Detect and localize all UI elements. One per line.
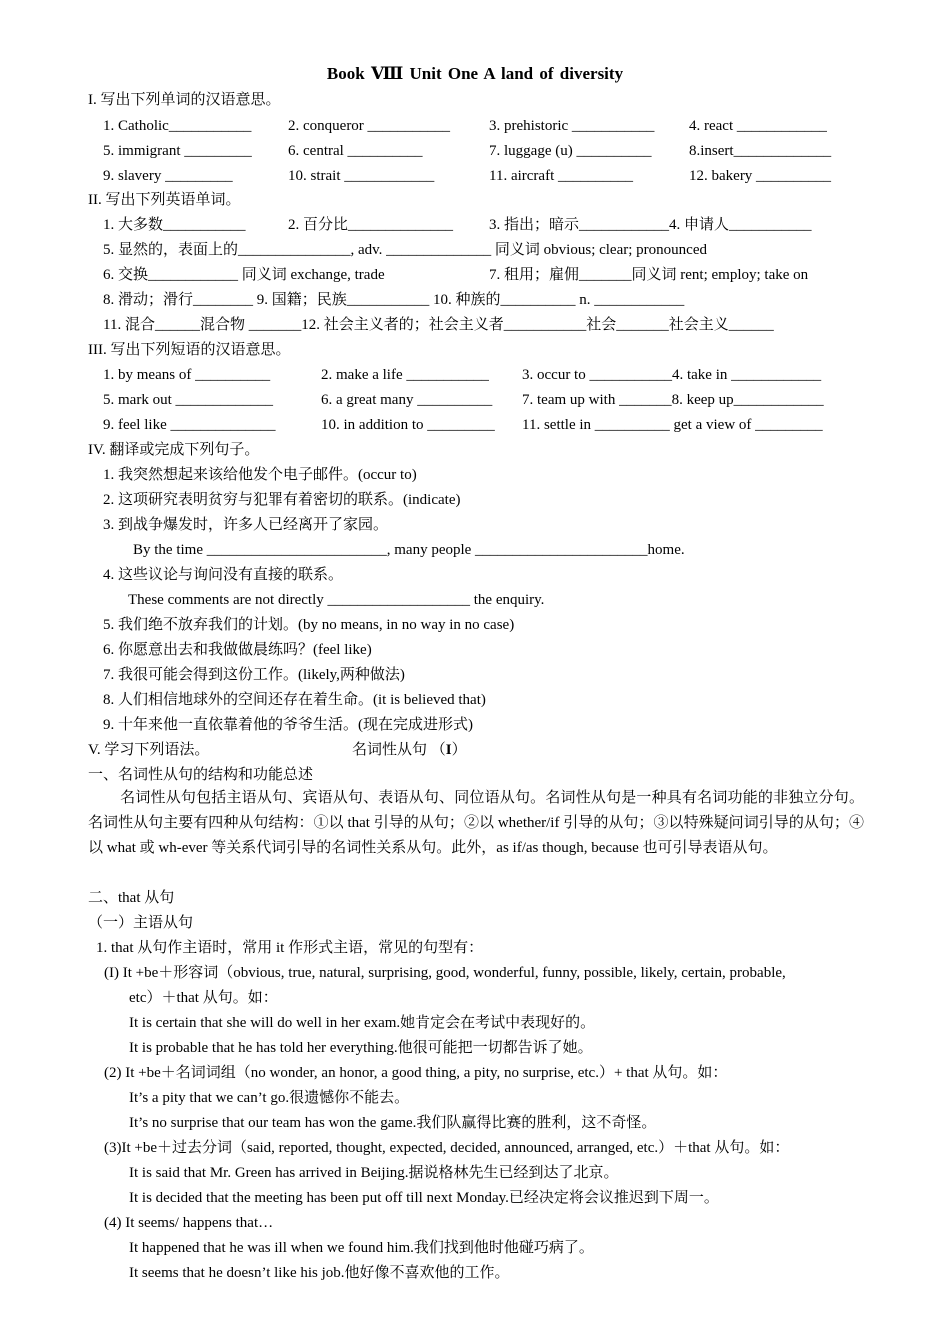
s2-item: 6. 交换____________ 同义词 exchange, trade [103,267,385,283]
s1-item: 2. conqueror ___________ [288,118,451,134]
grammar-pattern: (2) It +be＋名词词组（no wonder, an honor, a good thing, a pity, no surprise, etc.）+ that 从句。如： [104,1065,728,1081]
s1-item: 1. Catholic___________ [103,118,252,134]
s1-item: 12. bakery __________ [689,168,832,184]
s3-item: 5. mark out _____________ [103,392,273,408]
s2-item: 11. 混合______混合物 _______12. 社会主义者的；社会主义者___________社会_______社会主义______ [103,317,774,333]
grammar-overview-paragraph [88,786,864,861]
s4-item: 9. 十年来他一直依靠着他的爷爷生活。(现在完成进形式) [103,717,473,733]
s2-item: 7. 租用；雇佣_______同义词 rent; employ; take on [489,267,809,283]
section-4-heading: IV. 翻译或完成下列句子。 [88,442,260,458]
s2-item: 3. 指出；暗示____________4. 申请人___________ [489,217,812,233]
section-2-heading: II. 写出下列英语单词。 [88,192,241,208]
grammar-topic-text: 名词性从句 （ [352,742,446,758]
s4-item: By the time ________________________, many people _______________________home. [133,542,685,558]
section-1-heading: I. 写出下列单词的汉语意思。 [88,92,281,108]
s2-item: 2. 百分比______________ [288,217,454,233]
s3-item: 2. make a life ___________ [321,367,489,383]
grammar-example: It’s a pity that we can’t go.很遗憾你不能去。 [129,1090,410,1106]
s3-item: 1. by means of __________ [103,367,271,383]
grammar-pattern: etc）＋that 从句。如： [129,990,278,1006]
s3-item: 10. in addition to _________ [321,417,495,433]
grammar-point: 1. that 从句作主语时，常用 it 作形式主语，常见的句型有： [96,940,484,956]
s4-item: 7. 我很可能会得到这份工作。(likely,两种做法) [103,667,405,683]
grammar-topic-title [352,740,467,760]
grammar-example: It seems that he doesn’t like his job.他好像不喜欢他的工作。 [129,1265,510,1281]
s1-item: 5. immigrant _________ [103,143,252,159]
grammar-heading-3: （一）主语从句 [88,915,194,931]
s3-item: 11. settle in __________ get a view of _________ [522,417,823,433]
s1-item: 7. luggage (u) __________ [489,143,652,159]
s1-item: 9. slavery _________ [103,168,233,184]
s1-item: 6. central __________ [288,143,423,159]
s4-item: These comments are not directly ___________________ the enquiry. [128,592,545,608]
s4-item: 5. 我们绝不放弃我们的计划。(by no means, in no way in no case) [103,617,515,633]
s3-item: 6. a great many __________ [321,392,493,408]
grammar-example: It’s no surprise that our team has won the game.我们队赢得比赛的胜利，这不奇怪。 [129,1115,657,1131]
s4-item: 4. 这些议论与询问没有直接的联系。 [103,567,344,583]
grammar-pattern: (I) It +be＋形容词（obvious, true, natural, surprising, good, wonderful, funny, possible, likely, certain, probable, [104,965,786,981]
s4-item: 1. 我突然想起来该给他发个电子邮件。(occur to) [103,467,417,483]
grammar-topic-numeral: I [445,742,452,758]
section-5-heading: V. 学习下列语法。 [88,742,210,758]
s3-item: 3. occur to ___________4. take in ____________ [522,367,822,383]
grammar-example: It happened that he was ill when we found him.我们找到他时他碰巧病了。 [129,1240,594,1256]
page-title: Book Ⅷ Unit One A land of diversity [326,64,624,83]
s1-item: 4. react ____________ [689,118,827,134]
grammar-example: It is said that Mr. Green has arrived in Beijing.据说格林先生已经到达了北京。 [129,1165,619,1181]
s1-item: 3. prehistoric ___________ [489,118,655,134]
grammar-topic-end: ） [451,742,467,758]
grammar-heading-2: 二、that 从句 [88,890,175,906]
s1-item: 8.insert_____________ [689,143,832,159]
grammar-heading-1: 一、名词性从句的结构和功能总述 [88,767,314,783]
grammar-example: It is certain that she will do well in her exam.她肯定会在考试中表现好的。 [129,1015,596,1031]
s3-item: 7. team up with _______8. keep up____________ [522,392,824,408]
s2-item: 1. 大多数___________ [103,217,246,233]
s1-item: 10. strait ____________ [288,168,435,184]
grammar-pattern: (4) It seems/ happens that… [104,1215,274,1231]
s4-item: 8. 人们相信地球外的空间还存在着生命。(it is believed that) [103,692,486,708]
grammar-overview-text: 名词性从句包括主语从句、宾语从句、表语从句、同位语从句。名词性从句是一种具有名词功能的非独立分句。名词性从句主要有四种从句结构：①以 that 引导的从句；②以 whether/if 引导的从句；③以特殊疑问词引导的从句；④以 what 或 wh-ever 等关系代词引导的名词性关系从句。此外，as if/as though, because 也可引导表语从句。 [88,790,864,856]
s2-item: 5. 显然的，表面上的_______________, adv. ______________ 同义词 obvious; clear; pronounced [103,242,707,258]
section-3-heading: III. 写出下列短语的汉语意思。 [88,342,291,358]
s1-item: 11. aircraft __________ [489,168,633,184]
s4-item: 3. 到战争爆发时，许多人已经离开了家园。 [103,517,389,533]
s3-item: 9. feel like ______________ [103,417,276,433]
s4-item: 2. 这项研究表明贫穷与犯罪有着密切的联系。(indicate) [103,492,461,508]
grammar-example: It is decided that the meeting has been put off till next Monday.已经决定将会议推迟到下周一。 [129,1190,719,1206]
grammar-pattern: (3)It +be＋过去分词（said, reported, thought, expected, decided, announced, arranged, etc.）＋that 从句。如： [104,1140,790,1156]
s2-item: 8. 滑动；滑行________ 9. 国籍；民族___________ 10. 种族的__________ n. ____________ [103,292,685,308]
grammar-example: It is probable that he has told her everything.他很可能把一切都告诉了她。 [129,1040,593,1056]
s4-item: 6. 你愿意出去和我做做晨练吗？(feel like) [103,642,372,658]
